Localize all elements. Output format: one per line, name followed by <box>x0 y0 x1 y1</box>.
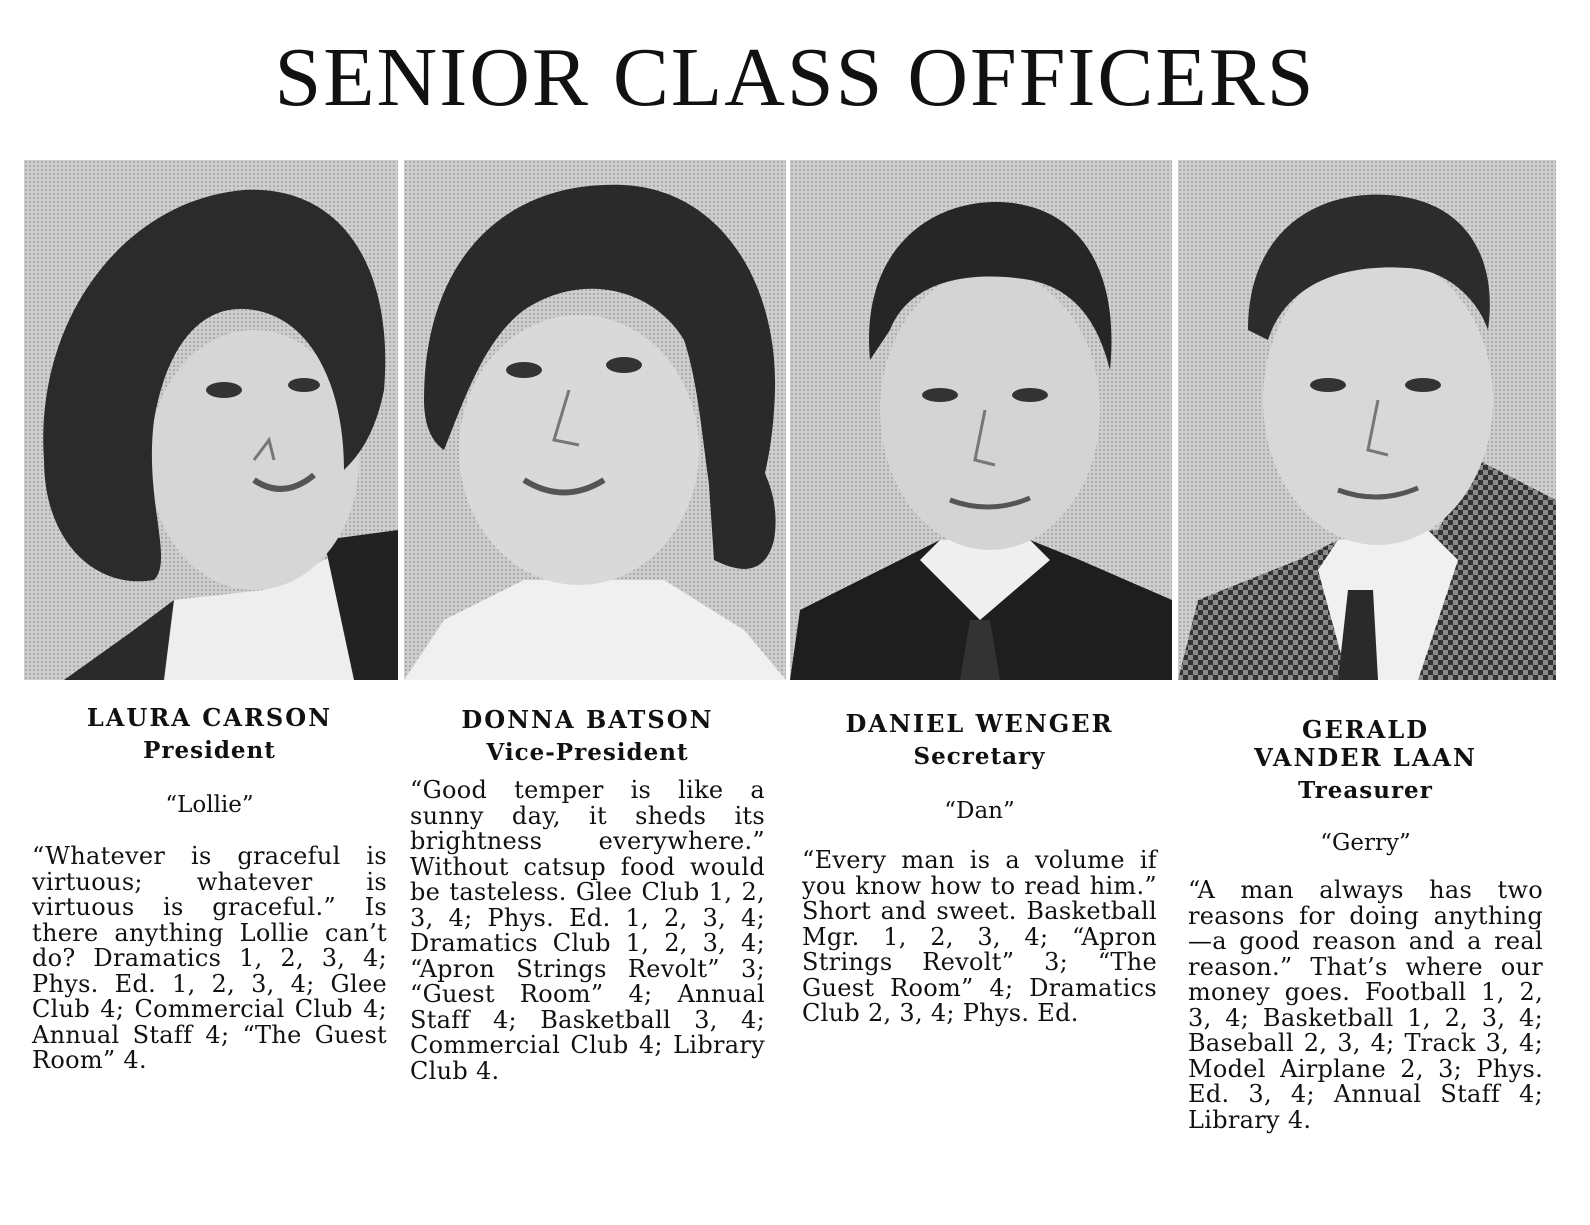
officer-name: DANIEL WENGER <box>845 709 1114 738</box>
officer-bio: “Every man is a volume if you know how to read him.” Short and sweet. Basketball Mgr. 1, 2, 3, 4; “Apron Strings Revolt” 3; “The Guest Room” 4; Dramatics Club 2, 3, 4; Phys. Ed. <box>802 846 1157 1027</box>
officer-bio: “Whatever is graceful is virtuous; whatever is virtuous is graceful.” Is there anything Lollie can’t do? Dramatics 1, 2, 3, 4; Phys. Ed. 1, 2, 3, 4; Glee Club 4; Commercial Club 4; Annual Staff 4; “The Guest Room” 4. <box>32 842 387 1074</box>
portrait-man-icon <box>790 160 1172 680</box>
officer-bio: “Good temper is like a sunny day, it sheds its brightness everywhere.” Without catsup food would be tasteless. Glee Club 1, 2, 3, 4; Phys. Ed. 1, 2, 3, 4; Dramatics Club 1, 2, 3, 4; “Apron Strings Revolt” 3; “Guest Room” 4; Annual Staff 4; Basketball 3, 4; Commercial Club 4; Library Club 4. <box>410 776 765 1085</box>
officer-name: LAURA CARSON <box>86 703 333 732</box>
portrait-woman-icon <box>24 160 398 680</box>
officer-bio: “A man always has two reasons for doing anything—a good reason and a real reason.” That’s where our money goes. Football 1, 2, 3, 4; Basketball 1, 2, 3, 4; Baseball 2, 3, 4; Track 3, 4; Model Airplane 2, 3; Phys. Ed. 3, 4; Annual Staff 4; Library 4. <box>1188 876 1543 1134</box>
officer-card-laura-carson <box>32 704 387 1074</box>
officer-name: DONNA BATSON <box>461 705 714 734</box>
portrait-photo-gerald-vander-laan <box>1178 160 1556 680</box>
officer-name: VANDER LAAN <box>1254 743 1477 772</box>
officer-card-daniel-wenger <box>802 710 1157 1027</box>
officer-role: Vice-President <box>486 739 689 766</box>
portrait-photo-daniel-wenger <box>790 160 1172 680</box>
officer-role: President <box>143 737 276 764</box>
officer-card-gerald-vander-laan <box>1188 716 1543 1133</box>
officer-card-donna-batson <box>410 706 765 1084</box>
officer-role: Treasurer <box>1298 777 1433 804</box>
officer-nickname: “Gerry” <box>1320 830 1411 856</box>
officer-nickname: “Lollie” <box>165 792 254 818</box>
officer-nickname: “Dan” <box>944 798 1015 824</box>
portrait-photo-laura-carson <box>24 160 398 680</box>
officer-role: Secretary <box>913 743 1046 770</box>
page-title: SENIOR CLASS OFFICERS <box>274 31 1316 124</box>
portrait-woman-icon <box>404 160 786 680</box>
portrait-man-icon <box>1178 160 1556 680</box>
officer-name: GERALD <box>1301 715 1430 744</box>
portrait-photo-donna-batson <box>404 160 786 680</box>
